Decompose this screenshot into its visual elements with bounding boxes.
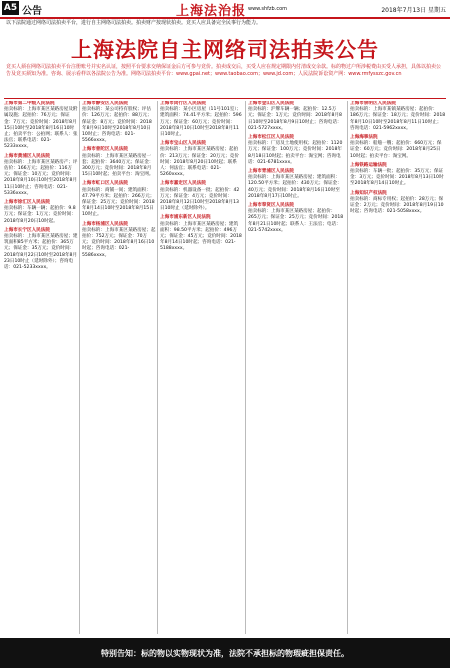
divider — [4, 98, 446, 99]
court-name: 上海海事法院 — [350, 135, 378, 141]
auction-lot — [160, 181, 242, 212]
lot-details: 拍卖标的：上海市某区某路房屋；起拍价：265万元；保证金：25万元；竞价时间：2018年8月21日10时起；联系人：王法官；电话：021-5742xxxx。 — [248, 209, 344, 233]
page-title: 上海法院自主网络司法拍卖公告 — [71, 38, 379, 62]
column-divider — [347, 101, 348, 634]
column-3 — [160, 101, 242, 634]
lot-details: 拍卖标的：上海市某区某路房屋；建筑面积85平方米；起拍价：365万元；保证金：35万元；竞价时间：2018年8月22日10时至2018年8月23日10时止（延时除外）；咨询电话：021-5233xxxx。 — [4, 234, 78, 271]
footer-bar — [0, 638, 450, 668]
auction-lot — [350, 163, 446, 188]
court-name: 上海铁路运输法院 — [350, 162, 387, 168]
auction-lot — [248, 203, 344, 234]
intro-body: 竞买人须在网络司法拍卖平台注册账号并实名认证，按照平台要求交纳保证金后方可参与竞价。拍卖成交后，买受人应在规定期限内付清成交余款。标的物过户所涉税费由买受人承担，具体以拍卖公告及竞买须知为准。咨询、展示看样以各法院公告为准。网络司法拍卖平台：www.gpai.net；www.taobao.com；www.jd.com；人民法院诉讼资产网：www.rmfysszc.gov.cn — [6, 64, 442, 77]
court-name: 上海市第二中级人民法院 — [4, 101, 55, 106]
court-name: 上海市长宁区人民法院 — [4, 227, 50, 233]
auction-lot — [4, 228, 78, 271]
lot-details: 拍卖标的：上海市某区某路房屋；建筑面积：120.50平方米；起拍价：430万元；保证金：40万元；竞价时间：2018年8月16日10时至2018年8月17日10时止。 — [248, 175, 342, 199]
lot-details: 拍卖标的：某小区房屋（11号101室）；建筑面积：74.41平方米；起拍价：596万元；保证金：60万元；竞价时间：2018年8月10日10时至2018年8月11日10时止。 — [160, 107, 242, 138]
masthead: 上海法治报 — [176, 4, 247, 19]
column-divider — [79, 101, 80, 634]
court-name: 上海市金山区人民法院 — [248, 101, 294, 106]
court-name: 上海市浦东新区人民法院 — [160, 215, 211, 221]
auction-lot — [350, 101, 446, 132]
auction-lot — [248, 135, 344, 166]
lot-details: 拍卖标的：上海市某区某路房屋；起拍价：752万元；保证金：70万元；竞价时间：2018年8月16日10时起；咨询电话：021-5586xxxx。 — [82, 227, 156, 258]
auction-lot — [160, 101, 242, 138]
intro-top: 以下法院通过网络司法拍卖平台，进行自主网络司法拍卖。拍卖财产按现状拍卖。竞买人应具备完全民事行为能力。 — [6, 20, 262, 26]
lot-details: 拍卖标的：车辆一批；起拍价：35万元；保证金：3万元；竞价时间：2018年8月13日10时至2018年8月14日10时止。 — [350, 169, 444, 187]
court-name: 上海市青浦区人民法院 — [248, 169, 294, 175]
auction-lot — [350, 135, 446, 160]
court-name: 上海市静安区人民法院 — [82, 101, 128, 106]
court-name: 上海市闵行区人民法院 — [160, 101, 206, 106]
footer-notice: 特别告知：标的物以实物现状为准，法院不承担标的物瑕疵担保责任。 — [101, 649, 349, 658]
court-name: 上海市黄浦区人民法院 — [4, 153, 50, 159]
auction-lot — [4, 200, 78, 225]
lot-details: 拍卖标的：沪牌车辆一辆；起拍价：12.5万元；保证金：1万元；竞价时间：2018年8月8日10时至2018年8月9日10时止；咨询电话：021-5727xxxx。 — [248, 107, 342, 131]
lot-details: 拍卖标的：车辆一辆；起拍价：9.8万元；保证金：1万元；竞价时间：2018年8月20日10时起。 — [4, 206, 76, 224]
lot-details: 拍卖标的：机器设备一批；起拍价：42万元；保证金：4万元；竞价时间：2018年8月12日10时至2018年8月13日10时止（延时除外）。 — [160, 187, 240, 212]
column-5 — [350, 101, 446, 634]
lot-details: 拍卖标的：上海市某区某路房产；评估价：166万元；起拍价：116万元；保证金：10万元；竞价时间：2018年8月10日10时至2018年8月11日10时止；咨询电话：021-5336xxxx。 — [4, 159, 78, 196]
column-1 — [4, 101, 78, 634]
lot-details: 拍卖标的：上海市某区某路房屋；起拍价：213万元；保证金：20万元；竞价时间：2018年8月20日10时起；联系人：何法官；联系电话：021-5260xxxx。 — [160, 147, 239, 178]
auction-lot — [82, 181, 156, 218]
auction-lot — [4, 154, 78, 197]
court-name: 上海市崇明区人民法院 — [350, 101, 396, 106]
auction-lot — [160, 215, 242, 252]
auction-lot — [82, 147, 156, 178]
lot-details: 拍卖标的：船舶一艘；起拍价：660万元；保证金：60万元；竞价时间：2018年8月25日10时起；拍卖平台：淘宝网。 — [350, 141, 442, 159]
court-name: 上海市松江区人民法院 — [248, 135, 294, 141]
court-name: 上海市虹口区人民法院 — [82, 181, 128, 187]
lot-details: 拍卖标的：厂房及土地使用权；起拍价：1120万元；保证金：100万元；竞价时间：2018年8月18日10时起；拍卖平台：淘宝网；咨询电话：021-6781xxxx。 — [248, 141, 343, 165]
court-name: 上海市杨浦区人民法院 — [82, 221, 128, 227]
column-4 — [248, 101, 344, 634]
lot-details: 拍卖标的：商铺一间；建筑面积：47.79平方米；起拍价：266万元；保证金：25万元；竞价时间：2018年8月14日10时至2018年8月15日10时止。 — [82, 187, 155, 218]
auction-lot — [248, 101, 344, 132]
dateline: 2018年7月13日 星期五 — [381, 7, 446, 14]
lot-details: 拍卖标的：商标专用权；起拍价：28万元；保证金：2万元；竞价时间：2018年8月19日10时起；咨询电话：021-5058xxxx。 — [350, 196, 444, 215]
auction-lot — [82, 101, 156, 144]
court-name: 上海知识产权法院 — [350, 190, 387, 196]
lot-details: 拍卖标的：上海市某区某路房屋一套；起拍价：3640万元；保证金：300万元；竞价时间：2018年8月15日10时起；拍卖平台：淘宝网。 — [82, 153, 154, 178]
court-name: 上海市奉贤区人民法院 — [248, 203, 294, 209]
top-bar — [0, 0, 450, 19]
court-name: 上海市徐汇区人民法院 — [4, 200, 50, 206]
lot-details: 拍卖标的：上海市某镇某路房屋；起拍价：186万元；保证金：18万元；竞价时间：2018年8月10日10时至2018年8月11日10时止；咨询电话：021-5962xxxx。 — [350, 107, 446, 131]
lot-details: 拍卖标的：上海市某区某路房屋及附属设施；起拍价：76万元；保证金：7万元；竞价时间：2018年8月15日10时至2018年8月16日10时止；拍卖平台：公拍网；联系人：张法官；联系电话：021-5233xxxx。 — [4, 107, 78, 150]
page-badge: A5 — [3, 3, 18, 13]
auction-lot — [4, 101, 78, 151]
column-divider — [157, 101, 158, 634]
auction-lot — [350, 191, 446, 216]
lot-details: 拍卖标的：上海市某区某路房屋；建筑面积：98.50平方米；起拍价：496万元；保证金：45万元；竞价时间：2018年8月14日10时起；咨询电话：021-5188xxxx。 — [160, 221, 242, 252]
section-label: 公告 — [22, 6, 42, 17]
auction-lot — [82, 222, 156, 259]
site-url[interactable]: www.shfzb.com — [248, 6, 287, 12]
lot-details: 拍卖标的：某公司持有股权；评估价：126万元；起拍价：88万元；保证金：8万元；竞价时间：2018年8月9日10时至2018年8月10日10时止；咨询电话：021-5566xxxx。 — [82, 107, 152, 144]
auction-lot — [160, 141, 242, 178]
column-divider — [245, 101, 246, 634]
column-2 — [82, 101, 156, 634]
court-name: 上海市宝山区人民法院 — [160, 141, 206, 147]
auction-lot — [248, 169, 344, 200]
court-name: 上海市嘉定区人民法院 — [160, 181, 206, 187]
court-name: 上海市普陀区人民法院 — [82, 147, 128, 153]
